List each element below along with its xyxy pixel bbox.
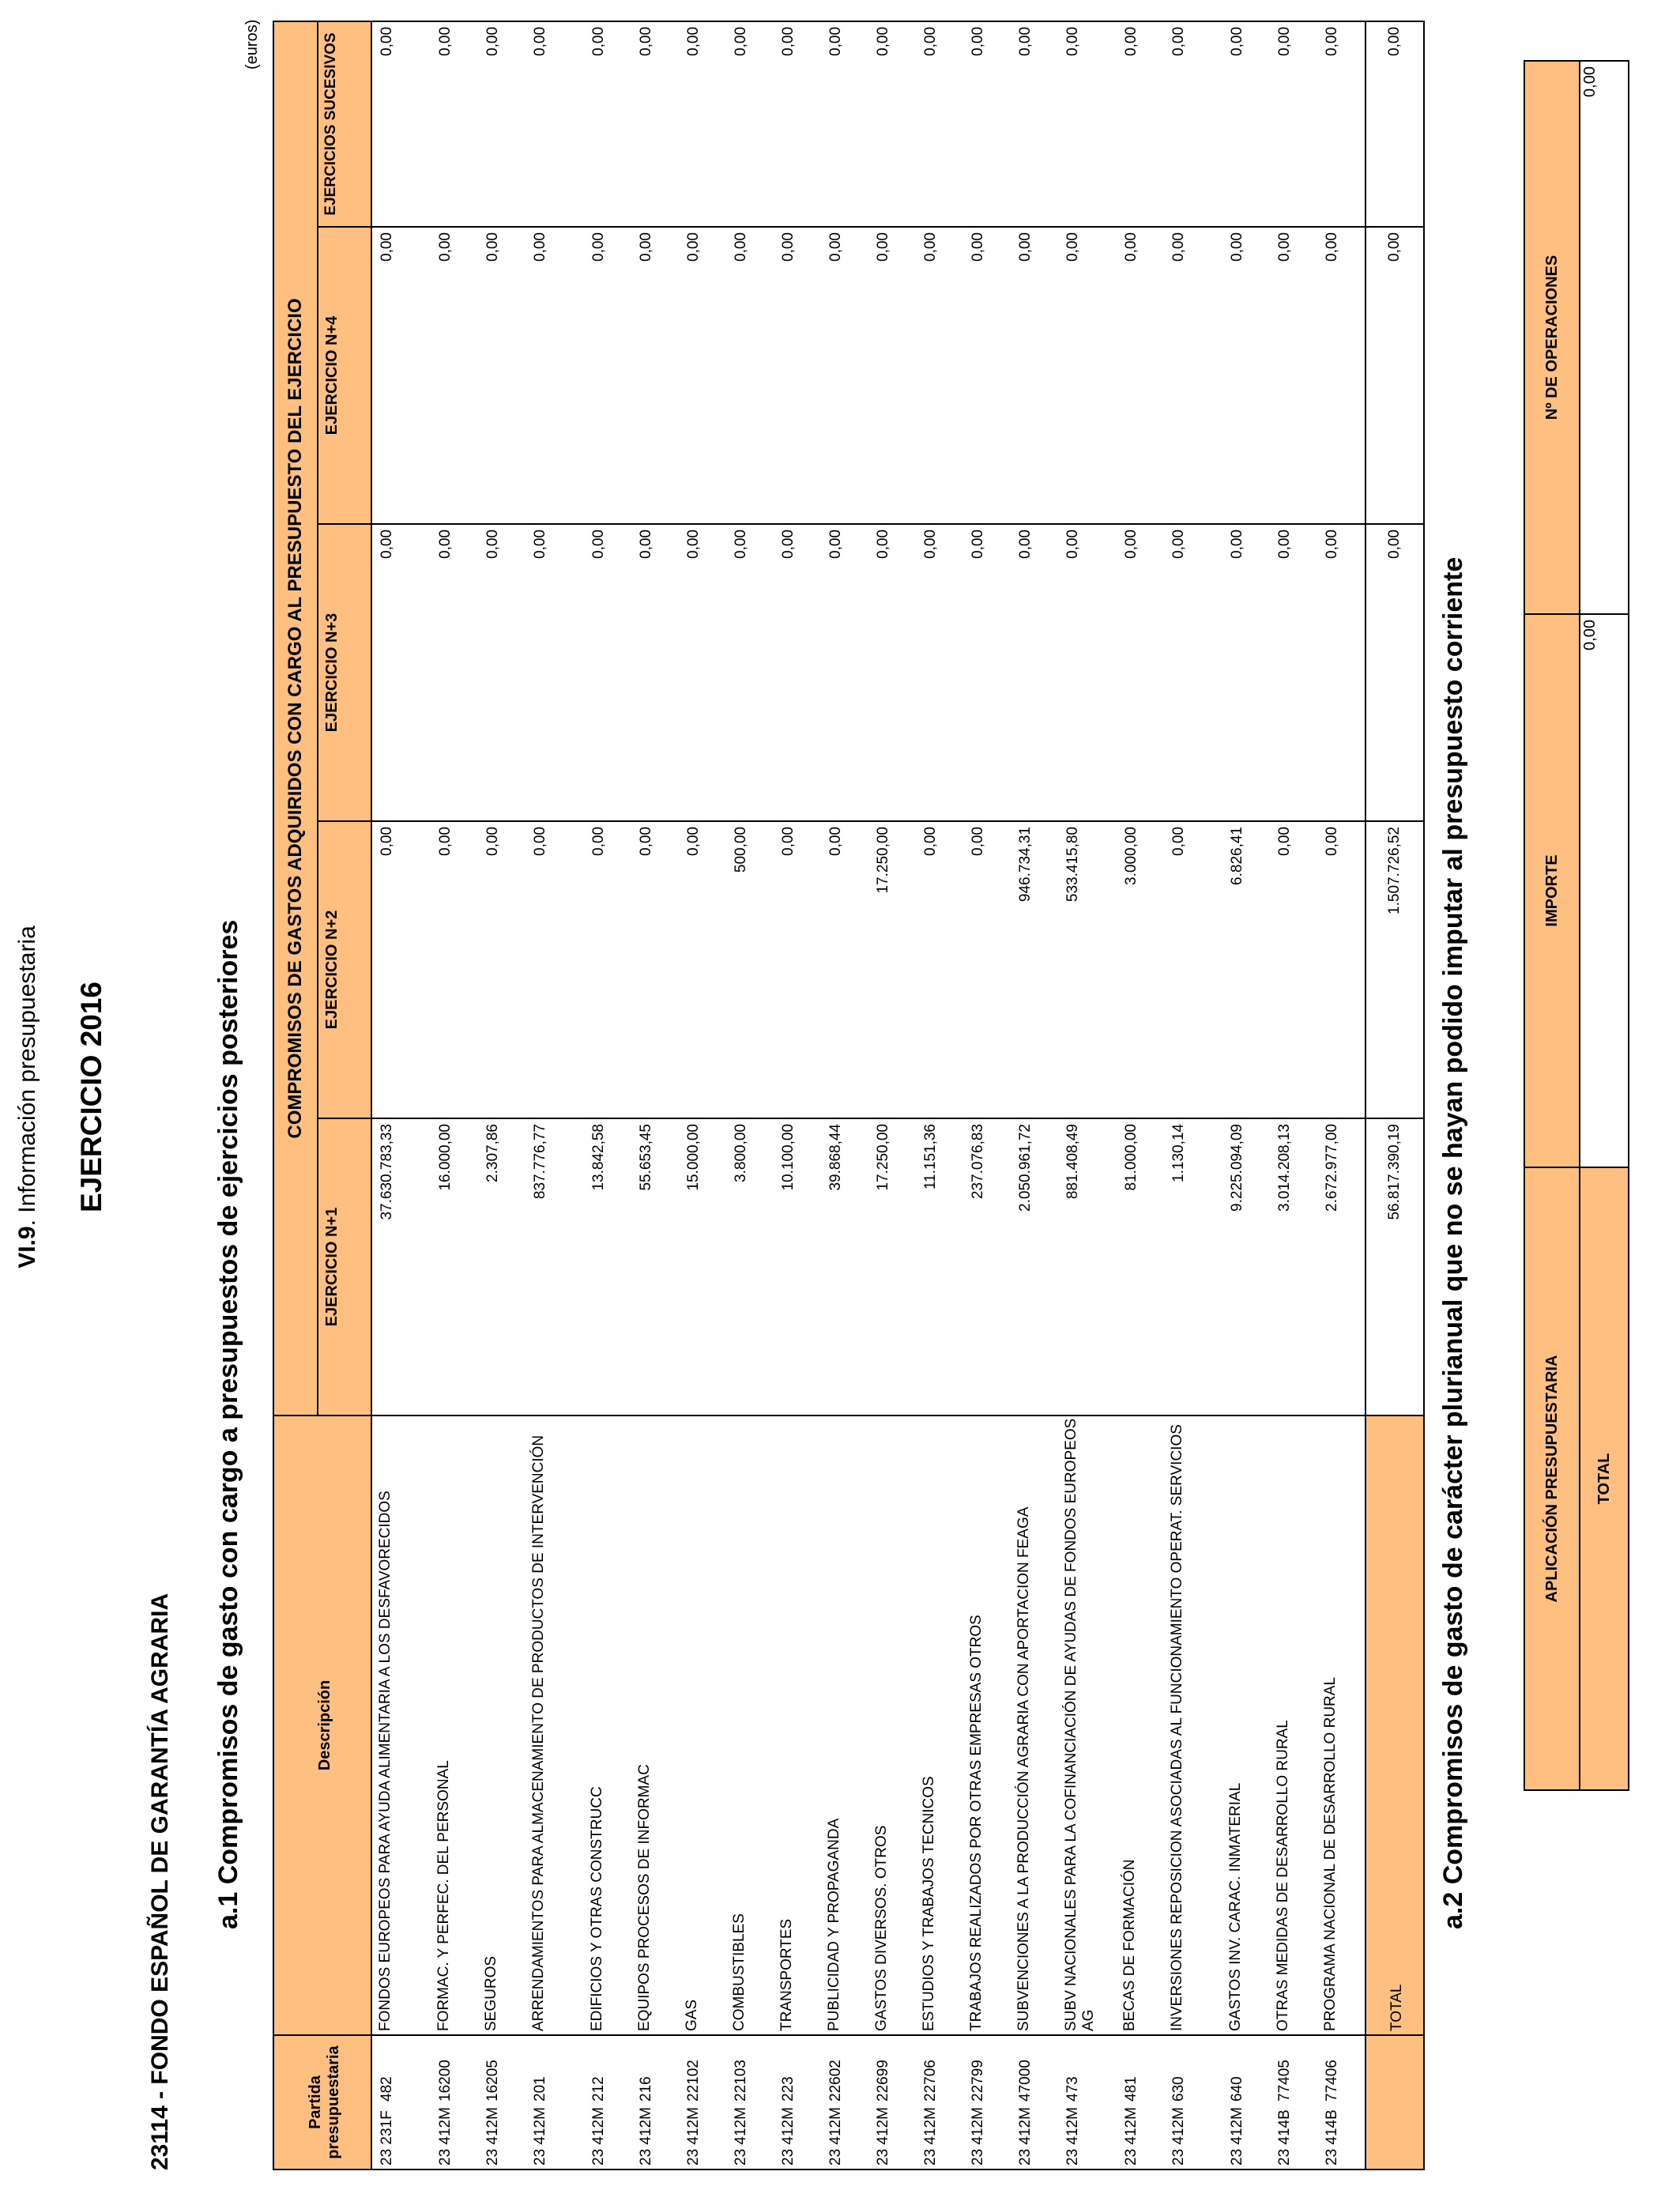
row-sucesivos: 0,00 <box>1222 21 1270 227</box>
row-sucesivos: 0,00 <box>1011 21 1058 227</box>
a1-table <box>273 21 1425 2170</box>
row-description: OTRAS MEDIDAS DE DESARROLLO RURAL <box>1270 1416 1317 2035</box>
partida-concept: 473 <box>1058 2035 1117 2105</box>
row-n3: 0,00 <box>774 524 821 821</box>
col-n1: EJERCICIO N+1 <box>318 1118 371 1416</box>
row-n3: 0,00 <box>478 524 525 821</box>
table-row <box>371 21 431 2169</box>
row-n3: 0,00 <box>916 524 963 821</box>
exercise-title: EJERCICIO 2016 <box>75 981 107 1213</box>
col-n4: EJERCICIO N+4 <box>318 227 371 524</box>
row-description: TRANSPORTES <box>774 1416 821 2035</box>
partida-program: 23 412M <box>868 2105 916 2169</box>
row-n4: 0,00 <box>1117 227 1164 524</box>
row-description: GAS <box>679 1416 726 2035</box>
row-n1: 13.842,58 <box>584 1118 631 1416</box>
partida-program: 23 412M <box>963 2105 1011 2169</box>
row-description: FONDOS EUROPEOS PARA AYUDA ALIMENTARIA A LOS DESFAVORECIDOS <box>371 1416 431 2035</box>
table-row <box>916 21 963 2169</box>
row-n4: 0,00 <box>431 227 478 524</box>
row-n1: 837.776,77 <box>525 1118 584 1416</box>
table-row <box>525 21 584 2169</box>
row-n1: 9.225.094,09 <box>1222 1118 1270 1416</box>
row-sucesivos: 0,00 <box>1117 21 1164 227</box>
row-sucesivos: 0,00 <box>821 21 868 227</box>
row-n2: 0,00 <box>774 821 821 1118</box>
row-description: EDIFICIOS Y OTRAS CONSTRUCC <box>584 1416 631 2035</box>
row-description: GASTOS DIVERSOS. OTROS <box>868 1416 916 2035</box>
row-n2: 533.415,80 <box>1058 821 1117 1118</box>
a2-total-operaciones: 0,00 <box>1580 61 1629 614</box>
row-n2: 6.826,41 <box>1222 821 1270 1118</box>
partida-concept: 201 <box>525 2035 584 2105</box>
row-n2: 0,00 <box>431 821 478 1118</box>
row-description: ARRENDAMIENTOS PARA ALMACENAMIENTO DE PRODUCTOS DE INTERVENCIÓN <box>525 1416 584 2035</box>
row-sucesivos: 0,00 <box>916 21 963 227</box>
row-n4: 0,00 <box>371 227 431 524</box>
row-n2: 0,00 <box>916 821 963 1118</box>
total-label: TOTAL <box>1365 1416 1424 2035</box>
partida-program: 23 412M <box>679 2105 726 2169</box>
row-n1: 2.672.977,00 <box>1317 1118 1365 1416</box>
group-header: COMPROMISOS DE GASTOS ADQUIRIDOS CON CARGO AL PRESUPUESTO DEL EJERCICIO <box>273 21 318 1416</box>
partida-concept: 212 <box>584 2035 631 2105</box>
partida-concept: 22799 <box>963 2035 1011 2105</box>
total-spacer <box>1365 2035 1424 2169</box>
partida-program: 23 412M <box>1117 2105 1164 2169</box>
a2-total-label: TOTAL <box>1580 1167 1629 1790</box>
table-row <box>1317 21 1365 2169</box>
table-row <box>1222 21 1270 2169</box>
partida-concept: 22699 <box>868 2035 916 2105</box>
row-sucesivos: 0,00 <box>963 21 1011 227</box>
row-n2: 946.734,31 <box>1011 821 1058 1118</box>
row-n2: 0,00 <box>679 821 726 1118</box>
partida-program: 23 412M <box>916 2105 963 2169</box>
row-n2: 0,00 <box>631 821 679 1118</box>
row-sucesivos: 0,00 <box>631 21 679 227</box>
table-row <box>774 21 821 2169</box>
table-row <box>1117 21 1164 2169</box>
col-operaciones: Nº DE OPERACIONES <box>1524 61 1580 614</box>
row-n3: 0,00 <box>1270 524 1317 821</box>
col-n3: EJERCICIO N+3 <box>318 524 371 821</box>
table-row <box>868 21 916 2169</box>
row-n3: 0,00 <box>1058 524 1117 821</box>
row-n3: 0,00 <box>525 524 584 821</box>
a2-title: a.2 Compromisos de gasto de carácter plurianual que no se hayan podido imputar al presupuesto corriente <box>1438 556 1468 1929</box>
row-n2: 0,00 <box>478 821 525 1118</box>
row-n2: 0,00 <box>1270 821 1317 1118</box>
table-row <box>821 21 868 2169</box>
partida-program: 23 412M <box>478 2105 525 2169</box>
row-n4: 0,00 <box>963 227 1011 524</box>
partida-concept: 640 <box>1222 2035 1270 2105</box>
row-n1: 2.307,86 <box>478 1118 525 1416</box>
col-partida: Partida presupuestaria <box>273 2035 371 2169</box>
row-n3: 0,00 <box>963 524 1011 821</box>
row-n1: 55.653,45 <box>631 1118 679 1416</box>
row-n4: 0,00 <box>584 227 631 524</box>
partida-concept: 216 <box>631 2035 679 2105</box>
a2-table <box>1524 60 1629 1791</box>
row-sucesivos: 0,00 <box>1270 21 1317 227</box>
row-n1: 37.630.783,33 <box>371 1118 431 1416</box>
row-n1: 39.868,44 <box>821 1118 868 1416</box>
row-n2: 0,00 <box>525 821 584 1118</box>
row-n3: 0,00 <box>584 524 631 821</box>
row-n4: 0,00 <box>1270 227 1317 524</box>
row-sucesivos: 0,00 <box>431 21 478 227</box>
col-importe: IMPORTE <box>1524 614 1580 1167</box>
table-row <box>1164 21 1222 2169</box>
row-n1: 3.014.208,13 <box>1270 1118 1317 1416</box>
partida-concept: 223 <box>774 2035 821 2105</box>
total-n4: 0,00 <box>1365 227 1424 524</box>
row-n3: 0,00 <box>821 524 868 821</box>
row-n4: 0,00 <box>631 227 679 524</box>
row-n4: 0,00 <box>868 227 916 524</box>
row-n1: 15.000,00 <box>679 1118 726 1416</box>
col-n2: EJERCICIO N+2 <box>318 821 371 1118</box>
row-n3: 0,00 <box>1117 524 1164 821</box>
partida-program: 23 231F <box>371 2105 431 2169</box>
row-n2: 0,00 <box>1317 821 1365 1118</box>
row-n3: 0,00 <box>371 524 431 821</box>
row-n2: 17.250,00 <box>868 821 916 1118</box>
partida-program: 23 412M <box>1011 2105 1058 2169</box>
row-n1: 2.050.961,72 <box>1011 1118 1058 1416</box>
a1-title: a.1 Compromisos de gasto con cargo a presupuestos de ejercicios posteriores <box>213 919 243 1929</box>
partida-program: 23 412M <box>1058 2105 1117 2169</box>
row-n1: 10.100,00 <box>774 1118 821 1416</box>
row-description: SEGUROS <box>478 1416 525 2035</box>
total-n1: 56.817.390,19 <box>1365 1118 1424 1416</box>
row-n1: 16.000,00 <box>431 1118 478 1416</box>
row-n4: 0,00 <box>1058 227 1117 524</box>
row-n3: 0,00 <box>1317 524 1365 821</box>
row-description: SUBV NACIONALES PARA LA COFINANCIACIÓN DE AYUDAS DE FONDOS EUROPEOS AG <box>1058 1416 1117 2035</box>
total-sucesivos: 0,00 <box>1365 21 1424 227</box>
table-row <box>963 21 1011 2169</box>
section-heading <box>14 0 41 2194</box>
table-row <box>631 21 679 2169</box>
partida-program: 23 412M <box>726 2105 774 2169</box>
row-n4: 0,00 <box>1011 227 1058 524</box>
row-n3: 0,00 <box>431 524 478 821</box>
row-n2: 0,00 <box>371 821 431 1118</box>
row-n4: 0,00 <box>525 227 584 524</box>
row-n3: 0,00 <box>1011 524 1058 821</box>
row-description: INVERSIONES REPOSICION ASOCIADAS AL FUNCIONAMIENTO OPERAT. SERVICIOS <box>1164 1416 1222 2035</box>
row-n4: 0,00 <box>478 227 525 524</box>
partida-concept: 482 <box>371 2035 431 2105</box>
units-label: (euros) <box>243 19 261 70</box>
table-row <box>431 21 478 2169</box>
partida-concept: 77405 <box>1270 2035 1317 2105</box>
partida-concept: 22102 <box>679 2035 726 2105</box>
row-n1: 11.151,36 <box>916 1118 963 1416</box>
row-n2: 0,00 <box>963 821 1011 1118</box>
partida-program: 23 412M <box>631 2105 679 2169</box>
row-sucesivos: 0,00 <box>525 21 584 227</box>
row-n4: 0,00 <box>1164 227 1222 524</box>
row-sucesivos: 0,00 <box>774 21 821 227</box>
table-row <box>679 21 726 2169</box>
row-n3: 0,00 <box>1222 524 1270 821</box>
row-description: EQUIPOS PROCESOS DE INFORMAC <box>631 1416 679 2035</box>
table-row <box>1011 21 1058 2169</box>
partida-concept: 47000 <box>1011 2035 1058 2105</box>
partida-concept: 16200 <box>431 2035 478 2105</box>
row-n3: 0,00 <box>1164 524 1222 821</box>
row-n4: 0,00 <box>916 227 963 524</box>
row-description: TRABAJOS REALIZADOS POR OTRAS EMPRESAS OTROS <box>963 1416 1011 2035</box>
row-n4: 0,00 <box>726 227 774 524</box>
partida-program: 23 414B <box>1317 2105 1365 2169</box>
row-description: PROGRAMA NACIONAL DE DESARROLLO RURAL <box>1317 1416 1365 2035</box>
row-n4: 0,00 <box>1317 227 1365 524</box>
table-row <box>584 21 631 2169</box>
row-sucesivos: 0,00 <box>1058 21 1117 227</box>
partida-concept: 77406 <box>1317 2035 1365 2105</box>
table-row <box>1270 21 1317 2169</box>
table-row <box>1058 21 1117 2169</box>
row-sucesivos: 0,00 <box>584 21 631 227</box>
partida-program: 23 412M <box>1222 2105 1270 2169</box>
partida-concept: 630 <box>1164 2035 1222 2105</box>
table-row <box>726 21 774 2169</box>
organism-title: 23114 - FONDO ESPAÑOL DE GARANTÍA AGRARIA <box>147 1593 173 2170</box>
row-n3: 0,00 <box>868 524 916 821</box>
partida-concept: 481 <box>1117 2035 1164 2105</box>
row-n1: 237.076,83 <box>963 1118 1011 1416</box>
total-n3: 0,00 <box>1365 524 1424 821</box>
col-aplicacion: APLICACIÓN PRESUPUESTARIA <box>1524 1167 1580 1790</box>
row-n4: 0,00 <box>821 227 868 524</box>
row-n1: 1.130,14 <box>1164 1118 1222 1416</box>
row-n2: 0,00 <box>584 821 631 1118</box>
row-n3: 0,00 <box>726 524 774 821</box>
row-sucesivos: 0,00 <box>478 21 525 227</box>
row-n1: 3.800,00 <box>726 1118 774 1416</box>
a1-body <box>371 21 1365 2169</box>
row-n3: 0,00 <box>679 524 726 821</box>
row-sucesivos: 0,00 <box>726 21 774 227</box>
row-n1: 17.250,00 <box>868 1118 916 1416</box>
row-n2: 3.000,00 <box>1117 821 1164 1118</box>
table-row <box>478 21 525 2169</box>
a2-total-row <box>1580 61 1629 1790</box>
row-description: PUBLICIDAD Y PROPAGANDA <box>821 1416 868 2035</box>
partida-concept: 16205 <box>478 2035 525 2105</box>
row-n1: 881.408,49 <box>1058 1118 1117 1416</box>
row-n4: 0,00 <box>679 227 726 524</box>
row-description: BECAS DE FORMACIÓN <box>1117 1416 1164 2035</box>
section-title: . Información presupuestaria <box>14 925 40 1227</box>
row-description: ESTUDIOS Y TRABAJOS TECNICOS <box>916 1416 963 2035</box>
row-sucesivos: 0,00 <box>1317 21 1365 227</box>
partida-concept: 22103 <box>726 2035 774 2105</box>
row-description: FORMAC. Y PERFEC. DEL PERSONAL <box>431 1416 478 2035</box>
row-description: SUBVENCIONES A LA PRODUCCIÓN AGRARIA CON APORTACION FEAGA <box>1011 1416 1058 2035</box>
row-description: COMBUSTIBLES <box>726 1416 774 2035</box>
partida-program: 23 412M <box>525 2105 584 2169</box>
row-n2: 0,00 <box>1164 821 1222 1118</box>
partida-program: 23 412M <box>431 2105 478 2169</box>
col-descripcion: Descripción <box>273 1416 371 2035</box>
row-n2: 0,00 <box>821 821 868 1118</box>
section-number: VI.9 <box>14 1226 40 1269</box>
row-n2: 500,00 <box>726 821 774 1118</box>
total-row <box>1365 21 1424 2169</box>
row-n4: 0,00 <box>774 227 821 524</box>
row-n1: 81.000,00 <box>1117 1118 1164 1416</box>
a2-total-importe: 0,00 <box>1580 614 1629 1167</box>
partida-program: 23 412M <box>821 2105 868 2169</box>
total-n2: 1.507.726,52 <box>1365 821 1424 1118</box>
row-description: GASTOS INV. CARAC. INMATERIAL <box>1222 1416 1270 2035</box>
partida-concept: 22706 <box>916 2035 963 2105</box>
row-sucesivos: 0,00 <box>679 21 726 227</box>
row-sucesivos: 0,00 <box>371 21 431 227</box>
row-sucesivos: 0,00 <box>868 21 916 227</box>
partida-program: 23 412M <box>584 2105 631 2169</box>
row-n3: 0,00 <box>631 524 679 821</box>
partida-program: 23 412M <box>774 2105 821 2169</box>
partida-program: 23 412M <box>1164 2105 1222 2169</box>
partida-program: 23 414B <box>1270 2105 1317 2169</box>
col-sucesivos: EJERCICIOS SUCESIVOS <box>318 21 371 227</box>
partida-concept: 22602 <box>821 2035 868 2105</box>
row-sucesivos: 0,00 <box>1164 21 1222 227</box>
row-n4: 0,00 <box>1222 227 1270 524</box>
